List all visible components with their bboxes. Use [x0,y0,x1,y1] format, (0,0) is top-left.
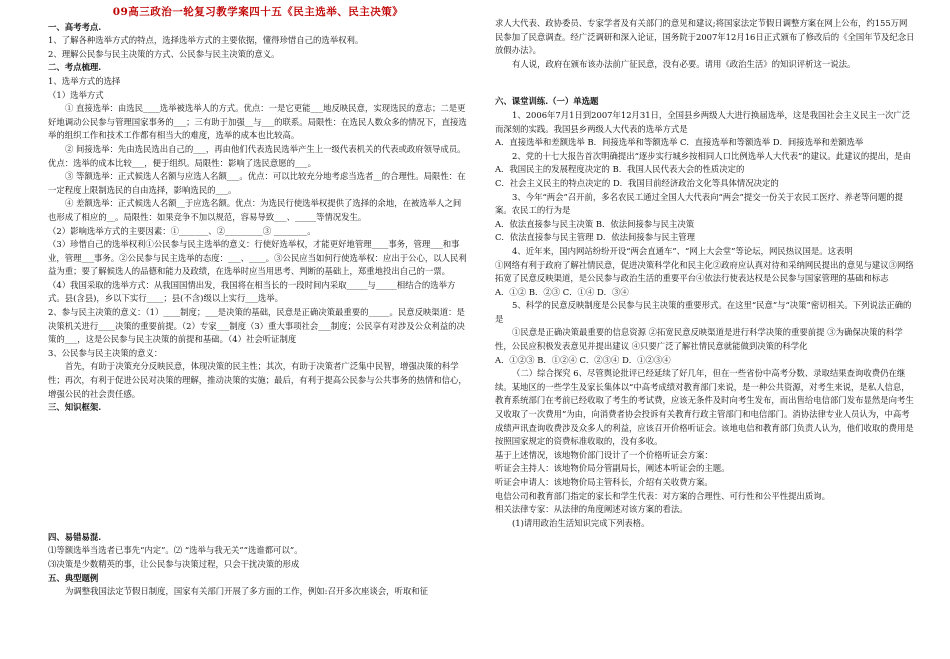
paragraph: 2、参与民主决策的意义：（1）____制度；___是决策的基础，民意是正确决策最重要的_____。民意反映渠道：是决策机关进行____决策的重要前提。（2）专家___制度（3）重大事项社会___制度；公民享有对涉及公众利益的决策的___，这是公民参与民主决策的前提和基础。（4）社会听证制度 [48,307,465,345]
paragraph: 为调整我国法定节假日制度，国家有关部门开展了多方面的工作，例如:召开多次座谈会，听取和征 [65,586,428,597]
paragraph: 有人说，政府在颁布该办法前广征民意，没有必要。请用《政治生活》的知识评析这一说法。 [512,58,856,69]
text-line: 听证会申请人：该地物价局主管科长，介绍有关收费方案。 [495,477,713,487]
text-line: 1、了解各种选举方式的特点，选择选举方式的主要依据，懂得珍惜自己的选举权利。 [48,35,364,46]
options: A．我国民主的发展程度决定的 B．我国人民代表大会的性质决定的 [495,164,745,175]
options: A．①②③ B．①②④ C．②③④ D．①②③④ [495,354,671,365]
text-line: 相关法律专家：从法律的角度阐述对该方案的看法。 [495,504,688,515]
paragraph: ③ 等额选举：正式候选人名额与应选人名额___。优点：可以比较充分地考虑当选者__的合理性。局限性：在一定程度上限制选民的自由选择，影响选民的___。 [48,171,466,195]
paragraph: （2）影响选举方式的主要因素：①_______、②_________③ ________。 [48,225,316,236]
blank-area [48,415,468,473]
question: 5、科学的民意反映制度是公民参与民主决策的重要形式。在这里“民意”与“决策”密切相关。下列说法正确的是 [495,300,912,324]
paragraph: ①民意是正确决策最重要的信息资源 ②拓宽民意反映渠道是进行科学决策的重要前提 ③为确保决策的科学性，公民应积极发表意见并提出建议 ④只要广泛了解社情民意就能做到决策的科学化 [495,327,903,352]
paragraph: （3）珍惜自己的选举权利①公民参与民主选举的意义：行使好选举权，才能更好地管理____事务，管理___和事业，管理___事务。②公民参与民主选举的态度：___、____。③公民应当如何行使选举权：应出于公心，以人民利益为重；要了解候选人的品德和能力及政绩，在选举时应当用思考、判断的基础上，郑重地投出自己的一票。 [48,239,467,277]
text-line: 基于上述情况，该地物价部门设计了一个价格听证会方案： [495,449,713,460]
heading-examples: 五、典型题例 [48,572,99,583]
options: A．①② B．②③ C．①④ D．③④ [495,286,629,297]
options: C．社会主义民主的特点决定的 D．我国目前经济政治文化等具体情况决定的 [495,177,779,188]
blank-area [48,473,468,531]
text-line: （1）选举方式 [48,89,104,100]
options: A．直接选举和差额选举 B．间接选举和等额选举 C．直接选举和等额选举 D．间接选举和差额选举 [495,137,864,148]
question: 4、近年来，国内网站纷纷开设“两会直通车”、“网上大会堂”等论坛，网民热议国是。这表明 [512,245,853,256]
question: 3、今年“两会”召开前，多名农民工通过全国人大代表向“两会”提交一份关于农民工医疗、养老等问题的提案。农民工的行为是 [495,191,903,216]
options: A．依法直接参与民主决策 B．依法间接参与民主决策 [495,218,695,229]
heading-exam-points: 一、高考考点. [48,21,102,32]
paragraph: （二）综合探究 6、尽管舆论批评已经延续了好几年，但在一些省份中高考分数、录取结果查询收费仍在继续。某地区的一些学生及家长集体以“中高考成绩对教育部门来说，是一种公共资源，对考生来说，是私人信息，教育系统部门在考前已经收取了考生的考试费，应该无条件及时向考生发布，而出售给电信部门发布显然是向考生又收取了一次费用”为由，向消费者协会投诉有关教育行政主管部门和电信部门。消协法律专业人员认为，中高考成绩声讯查询收费涉及众多人的利益，应该召开价格听证会。该地电信和教育部门负责人认为，他们收取的费用是按照国家规定的资费标准收取的，没有多收。 [495,368,914,447]
heading-class-training: 六、课堂训练.（一）单选题 [495,96,599,107]
text-line: ⑴等额选举当选者已事先“内定”。⑵ “选举与我无关”“选谁都可以”。 [48,545,303,556]
heading-review: 二、考点梳理. [48,62,102,73]
paragraph: ①网络有利于政府了解社情民意，促进决策科学化和民主化②政府应认真对待和采纳网民提出的意见与建议③网络拓宽了民意反映渠道，是公民参与政治生活的重要平台④依法行使表达权是公民参与国家管理的基础和标志 [495,259,914,284]
left-column [48,0,468,599]
right-column [495,0,915,530]
text-line: ⑶决策是少数精英的事，让公民参与决策过程，只会干扰决策的形成 [48,559,300,569]
paragraph: ② 间接选举：先由选民选出自己的___，再由他们代表选民选举产生上一级代表机关的代表或政府领导成员。优点：选举的成本比较___，便于组织。局限性：影响了选民意愿的___。 [48,143,466,168]
text-line: 听证会主持人：该地物价局分管副局长，阐述本听证会的主题。 [495,463,730,474]
heading-knowledge-frame: 三、知识框架. [48,402,102,413]
text-line: 3、公民参与民主决策的意义： [48,347,163,358]
text-line: 电信公司和教育部门指定的家长和学生代表：对方案的合理性、可行性和公平性提出质询。 [495,490,830,501]
heading-common-mistakes: 四、易错易混. [48,531,102,542]
options: C．依法直接参与民主管理 D．依法间接参与民主管理 [495,232,696,243]
paragraph: 首先，有助于决策充分反映民意，体现决策的民主性；其次，有助于决策者广泛集中民智，增强决策的科学性；再次，有利于促进公民对决策的理解，推动决策的实施；最后，有利于提高公民参与公共事务的热情和信心，增强公民的社会责任感。 [48,361,467,399]
text-line: 1、选举方式的选择 [48,75,121,86]
question: 2、党的十七大报告首次明确提出“逐步实行城乡按相同人口比例选举人大代表”的建议。此建议的提出，是由 [512,150,912,161]
question: 1、2006年7月1日到2007年12月31日，全国县乡两级人大进行换届选举，这是我国社会主义民主一次广泛而深刻的实践。我国县乡两级人大代表的选举方式是 [495,109,911,134]
paragraph: ① 直接选举：由选民____选举被选举人的方式。优点：一是它更能___地反映民意，实现选民的意志；二是更好地调动公民参与管理国家事务的___；三有助于加强__与___的联系。局限性：在选民人数众多的情况下，直接选举的组织工作和技术工作都有相当大的难度，选举的成本也比较高。 [48,103,467,141]
text-line: (1)请用政治生活知识完成下列表格。 [512,517,650,528]
paragraph: 求人大代表、政协委员、专家学者及有关部门的意见和建议;将国家法定节假日调整方案在网上公布，约155万网民参加了民意调查。经广泛调研和深入论证，国务院于2007年12月16日正式颁布了修改后的《全国年节及纪念日放假办法》。 [495,18,915,56]
paragraph: ④ 差额选举：正式候选人名额__于应选名额。优点：为选民行使选举权提供了选择的余地，在被选举人之间也形成了相应的__。局限性：如果竞争不加以规范，容易导致___、_____等情况发生。 [48,198,462,222]
document-title: 09高三政治一轮复习教学案四十五《民主选举、民主决策》 [112,6,404,18]
paragraph: （4）我国采取的选举方式：从我国国情出发，我国将在相当长的一段时间内采取_____与_____相结合的选举方式。县(含县)，乡以下实行____；县(不含)级以上实行___选举。 [48,279,456,304]
text-line: 2、理解公民参与民主决策的方式、公民参与民主决策的意义。 [48,48,280,59]
